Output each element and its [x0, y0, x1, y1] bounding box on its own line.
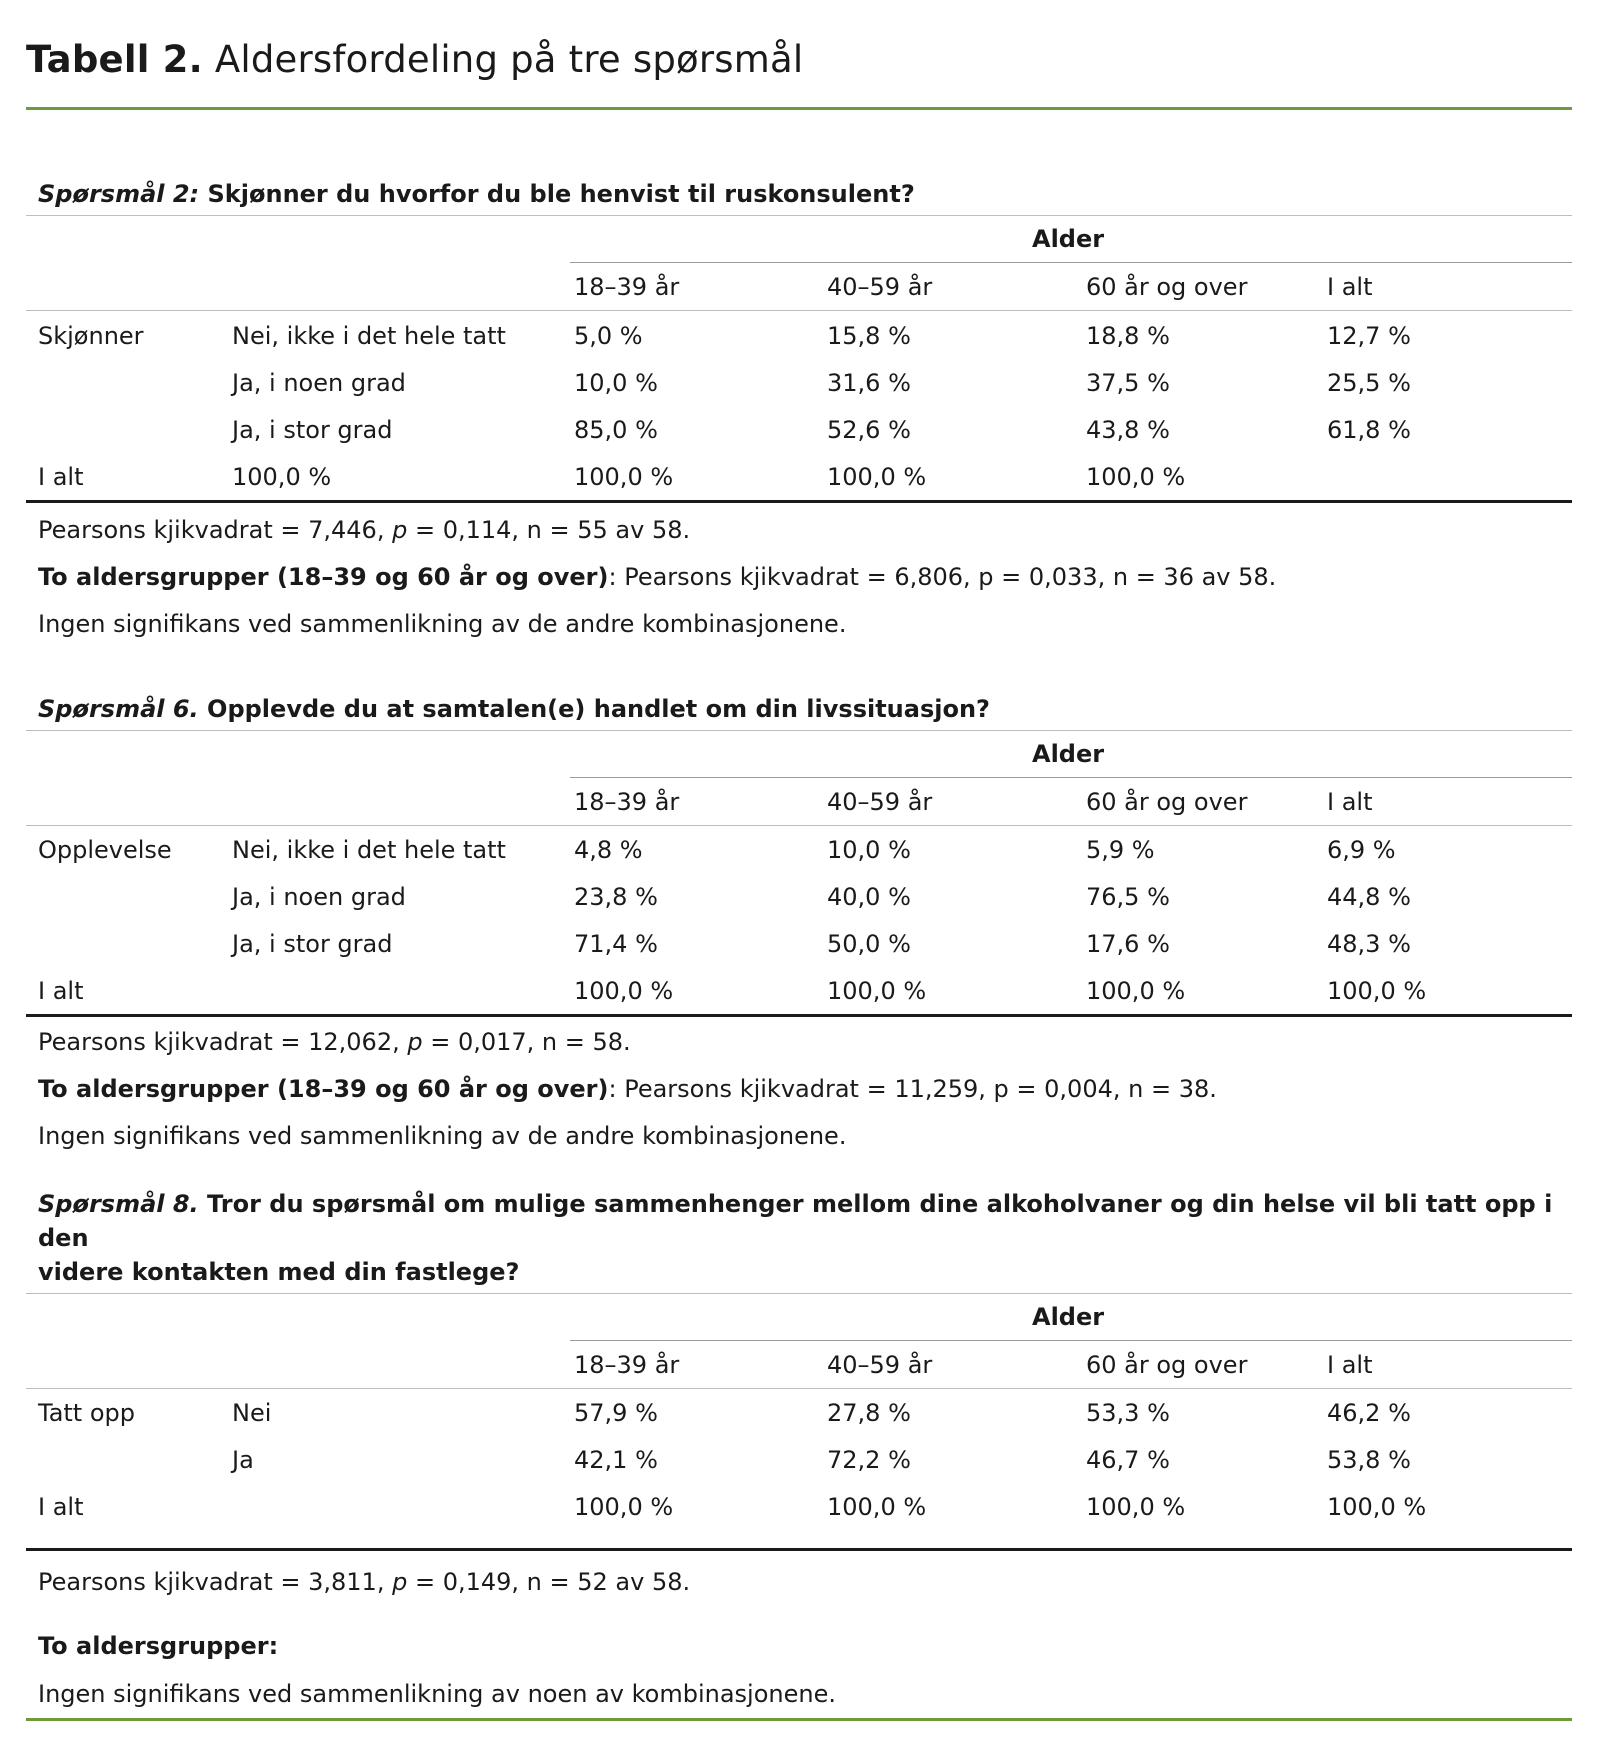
- cell: 23,8 %: [574, 882, 658, 911]
- cell: 57,9 %: [574, 1398, 658, 1427]
- table-body: [26, 1389, 1572, 1530]
- cell: 17,6 %: [1086, 929, 1170, 958]
- cell: 10,0 %: [574, 368, 658, 397]
- page-title: [26, 38, 803, 81]
- cell: 46,7 %: [1086, 1445, 1170, 1474]
- cell: 40,0 %: [827, 882, 911, 911]
- cell: 100,0 %: [574, 462, 674, 491]
- col-header-18-39: 18–39 år: [574, 787, 680, 816]
- cell: 50,0 %: [827, 929, 911, 958]
- cell: 71,4 %: [574, 929, 658, 958]
- row-group: Tatt opp: [38, 1398, 135, 1427]
- col-header-18-39: 18–39 år: [574, 1350, 680, 1379]
- pearson-text: = 0,017, n = 58.: [422, 1028, 631, 1056]
- question-2-heading: [38, 177, 1572, 211]
- two-groups-note: [38, 560, 1572, 594]
- cell: 44,8 %: [1327, 882, 1411, 911]
- row-group: I alt: [38, 976, 84, 1005]
- cell: 12,7 %: [1327, 321, 1411, 350]
- p-symbol: p: [392, 516, 408, 544]
- question-2-text: Skjønner du hvorfor du ble henvist til ruskonsulent?: [207, 180, 915, 208]
- cell: 100,0 %: [827, 976, 927, 1005]
- table-row: [26, 1436, 1572, 1483]
- question-2-section: [26, 177, 1572, 641]
- pearson-text: Pearsons kjikvadrat = 3,811,: [38, 1568, 393, 1596]
- pearson-note: [38, 513, 1572, 547]
- row-category: Ja, i stor grad: [232, 415, 393, 444]
- cell: 4,8 %: [574, 835, 643, 864]
- question-6-label: Spørsmål 6.: [38, 695, 199, 723]
- cell: 76,5 %: [1086, 882, 1170, 911]
- row-category: Ja, i noen grad: [232, 882, 406, 911]
- alder-header-row: [26, 1294, 1572, 1340]
- cell: 25,5 %: [1327, 368, 1411, 397]
- cell: 53,8 %: [1327, 1445, 1411, 1474]
- cell: 5,0 %: [574, 321, 643, 350]
- no-significance-note: Ingen signifikans ved sammenlikning av de andre kombinasjonene.: [38, 1122, 847, 1150]
- col-header-40-59: 40–59 år: [827, 787, 933, 816]
- cell: 100,0 %: [574, 1492, 674, 1521]
- cell: 72,2 %: [827, 1445, 911, 1474]
- col-header-60-plus: 60 år og over: [1086, 787, 1248, 816]
- column-header-row: [26, 778, 1572, 825]
- pearson-text: Pearsons kjikvadrat = 7,446,: [38, 516, 393, 544]
- cell: 27,8 %: [827, 1398, 911, 1427]
- cell: 100,0 %: [827, 1492, 927, 1521]
- table-row: [26, 406, 1572, 453]
- top-divider: [26, 107, 1572, 110]
- two-groups-label: To aldersgrupper (18–39 og 60 år og over): [38, 1075, 609, 1103]
- pearson-note: [38, 1025, 1572, 1059]
- question-8-heading: [38, 1187, 1572, 1289]
- cell: 46,2 %: [1327, 1398, 1411, 1427]
- row-category: Ja: [232, 1445, 254, 1474]
- pearson-text: = 0,149, n = 52 av 58.: [407, 1568, 691, 1596]
- two-groups-text: : Pearsons kjikvadrat = 6,806, p = 0,033, n = 36 av 58.: [608, 563, 1277, 591]
- cell: 100,0 %: [1327, 976, 1427, 1005]
- table-title-text: Aldersfordeling på tre spørsmål: [214, 38, 804, 81]
- table-row: [26, 359, 1572, 406]
- cell: 52,6 %: [827, 415, 911, 444]
- cell: 37,5 %: [1086, 368, 1170, 397]
- no-significance-note: Ingen signifikans ved sammenlikning av de andre kombinasjonene.: [38, 610, 847, 638]
- row-category: Nei, ikke i det hele tatt: [232, 835, 506, 864]
- alder-header: Alder: [1032, 1303, 1105, 1331]
- table-row: [26, 312, 1572, 359]
- cell: 18,8 %: [1086, 321, 1170, 350]
- table-row: [26, 920, 1572, 967]
- cell: 100,0 %: [827, 462, 927, 491]
- cell: 100,0 %: [232, 462, 332, 491]
- question-8-section: [26, 1187, 1572, 1711]
- total-row: [26, 967, 1572, 1014]
- cell: 61,8 %: [1327, 415, 1411, 444]
- table-body: [26, 311, 1572, 500]
- cell: 85,0 %: [574, 415, 658, 444]
- question-8-text-cont: videre kontakten med din fastlege?: [38, 1258, 520, 1286]
- question-8-label: Spørsmål 8.: [38, 1190, 199, 1218]
- pearson-note: [38, 1565, 1572, 1599]
- row-group: Skjønner: [38, 321, 144, 350]
- alder-header-row: [26, 216, 1572, 262]
- question-8-text: Tror du spørsmål om mulige sammenhenger mellom dine alkoholvaner og din helse vil bli tatt opp i den: [38, 1190, 1553, 1252]
- row-group: I alt: [38, 1492, 84, 1521]
- question-6-heading: [38, 692, 1572, 726]
- table-body: [26, 826, 1572, 1014]
- cell: 42,1 %: [574, 1445, 658, 1474]
- question-6-text: Opplevde du at samtalen(e) handlet om din livssituasjon?: [207, 695, 990, 723]
- row-category: Ja, i noen grad: [232, 368, 406, 397]
- alder-header: Alder: [1032, 225, 1105, 253]
- row-category: Nei: [232, 1398, 272, 1427]
- cell: 100,0 %: [1086, 976, 1186, 1005]
- question-2-label: Spørsmål 2:: [38, 180, 200, 208]
- two-groups-label: To aldersgrupper (18–39 og 60 år og over): [38, 563, 609, 591]
- table-row: [26, 1389, 1572, 1436]
- p-symbol: p: [407, 1028, 423, 1056]
- pearson-text: Pearsons kjikvadrat = 12,062,: [38, 1028, 408, 1056]
- p-symbol: p: [392, 1568, 408, 1596]
- cell: 100,0 %: [1086, 462, 1186, 491]
- col-header-60-plus: 60 år og over: [1086, 1350, 1248, 1379]
- cell: 31,6 %: [827, 368, 911, 397]
- col-header-total: I alt: [1327, 272, 1373, 301]
- two-groups-note: [38, 1629, 1572, 1663]
- row-category: Ja, i stor grad: [232, 929, 393, 958]
- pearson-text: = 0,114, n = 55 av 58.: [407, 516, 691, 544]
- column-header-row: [26, 263, 1572, 310]
- total-row: [26, 453, 1572, 500]
- row-category: Nei, ikke i det hele tatt: [232, 321, 506, 350]
- alder-header: Alder: [1032, 740, 1105, 768]
- table-row: [26, 873, 1572, 920]
- row-group: Opplevelse: [38, 835, 172, 864]
- two-groups-label: To aldersgrupper:: [38, 1632, 279, 1660]
- cell: 48,3 %: [1327, 929, 1411, 958]
- col-header-40-59: 40–59 år: [827, 272, 933, 301]
- col-header-60-plus: 60 år og over: [1086, 272, 1248, 301]
- col-header-18-39: 18–39 år: [574, 272, 680, 301]
- cell: 100,0 %: [574, 976, 674, 1005]
- cell: 10,0 %: [827, 835, 911, 864]
- question-6-section: [26, 692, 1572, 1153]
- no-significance-note: Ingen signifikans ved sammenlikning av noen av kombinasjonene.: [38, 1680, 836, 1708]
- alder-header-row: [26, 731, 1572, 777]
- cell: 6,9 %: [1327, 835, 1396, 864]
- col-header-40-59: 40–59 år: [827, 1350, 933, 1379]
- total-row: [26, 1483, 1572, 1530]
- cell: 100,0 %: [1327, 1492, 1427, 1521]
- cell: 15,8 %: [827, 321, 911, 350]
- row-group: I alt: [38, 462, 84, 491]
- column-header-row: [26, 1341, 1572, 1388]
- cell: 43,8 %: [1086, 415, 1170, 444]
- two-groups-text: : Pearsons kjikvadrat = 11,259, p = 0,004, n = 38.: [608, 1075, 1217, 1103]
- cell: 100,0 %: [1086, 1492, 1186, 1521]
- cell: 5,9 %: [1086, 835, 1155, 864]
- table-number: Tabell 2.: [26, 38, 203, 81]
- col-header-total: I alt: [1327, 787, 1373, 816]
- table-row: [26, 826, 1572, 873]
- two-groups-note: [38, 1072, 1572, 1106]
- col-header-total: I alt: [1327, 1350, 1373, 1379]
- bottom-divider: [26, 1718, 1572, 1721]
- cell: 53,3 %: [1086, 1398, 1170, 1427]
